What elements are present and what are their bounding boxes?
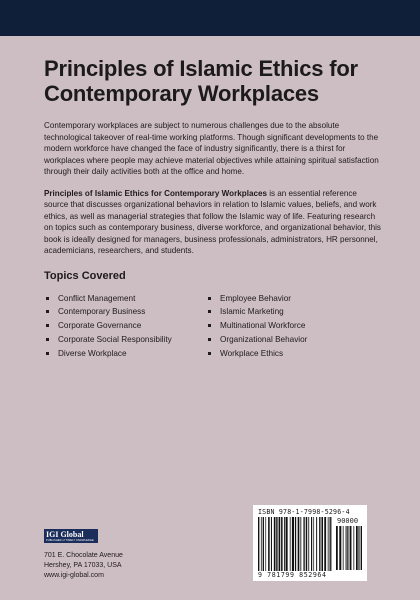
ean-barcode-bars [258,517,332,571]
publisher-block [44,529,123,581]
address-line-2: Hershey, PA 17033, USA [44,562,122,569]
logo-subtext: PUBLISHER of TIMELY KNOWLEDGE [46,538,94,542]
book-title: Principles of Islamic Ethics for Contemporary Workplaces [44,56,358,106]
description-paragraph-2 [44,188,382,257]
topics-column-left [44,292,206,361]
address-line-1: 701 E. Chocolate Avenue [44,552,123,559]
ean-digits: 9 781799 852964 [258,571,327,579]
topic-item: Employee Behavior [206,292,368,306]
topics-column-right [206,292,368,361]
publisher-website: www.igi-global.com [44,572,104,579]
publisher-address [44,551,123,581]
topics-heading: Topics Covered [44,269,126,282]
topic-item: Corporate Social Responsibility [44,333,206,347]
igi-global-logo [44,529,98,543]
top-band [0,0,420,36]
description-paragraph-1: Contemporary workplaces are subject to numerous challenges due to the absolute technological takeover of real-time working platforms. Though significant developments to the modern workforce have changed the face of industry significantly, there is a thirst for workplaces where people may achieve material objectives while attaining spiritual satisfaction through their daily activities both at the office and home. [44,121,379,176]
description-paragraph-2-text: is an essential reference source that discusses organizational behaviors in relation to Islamic values, beliefs, and work ethics, as well as managerial strategies that follow the Islamic way of life. Featuring research on topics such as contemporary business, diverse workforce, and organizational behavior, this book is ideally designed for managers, business professionals, administrators, HR personnel, academicians, researchers, and students. [44,188,381,255]
topic-item: Contemporary Business [44,305,206,319]
topic-item: Corporate Governance [44,319,206,333]
back-cover-content [44,56,382,360]
topic-item: Multinational Workforce [206,319,368,333]
topic-item: Workplace Ethics [206,347,368,361]
topic-item: Islamic Marketing [206,305,368,319]
topic-item: Conflict Management [44,292,206,306]
price-code: 90000 [337,517,359,525]
description-title-bold: Principles of Islamic Ethics for Contemporary Workplaces [44,188,267,198]
topic-item: Diverse Workplace [44,347,206,361]
isbn-label: ISBN 978-1-7998-5296-4 [258,508,350,516]
logo-text: IGI Global [46,529,84,539]
topic-item: Organizational Behavior [206,333,368,347]
price-barcode-bars [336,526,362,570]
topics-list [44,292,382,361]
isbn-barcode [253,505,367,581]
